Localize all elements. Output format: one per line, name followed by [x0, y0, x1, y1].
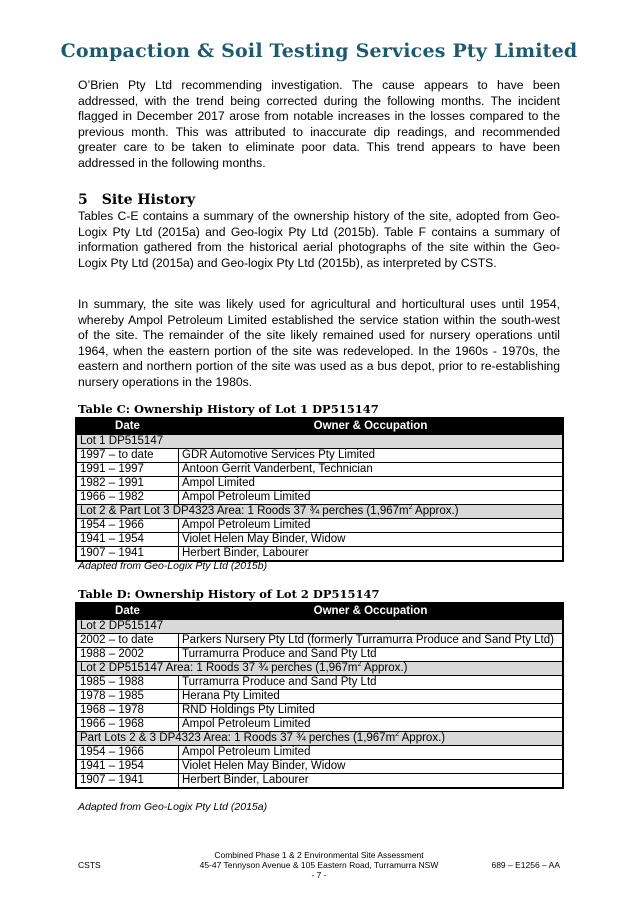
owner-cell: Turramurra Produce and Sand Pty Ltd — [179, 676, 564, 690]
owner-cell: Herbert Binder, Labourer — [179, 547, 564, 562]
table-row — [76, 634, 563, 648]
date-cell: 1954 – 1966 — [76, 746, 179, 760]
table-row — [76, 449, 563, 463]
table-row — [76, 648, 563, 662]
owner-cell: Ampol Petroleum Limited — [179, 746, 564, 760]
owner-cell: Ampol Petroleum Limited — [179, 491, 564, 505]
group-label-sup: 2 — [357, 661, 362, 669]
table-d-source: Adapted from Geo-Logix Pty Ltd (2015a) — [78, 801, 268, 813]
group-label-text-end: Approx.) — [412, 505, 459, 517]
table-d-caption: Table D: Ownership History of Lot 2 DP515147 — [78, 587, 380, 601]
table-row — [76, 463, 563, 477]
owner-cell: Herbert Binder, Labourer — [179, 774, 564, 789]
section-heading — [78, 192, 195, 208]
group-label — [76, 662, 563, 676]
owner-cell: Violet Helen May Binder, Widow — [179, 533, 564, 547]
footer-page-number: - 7 - — [311, 870, 327, 880]
table-group-row — [76, 620, 563, 634]
owner-cell: Turramurra Produce and Sand Pty Ltd — [179, 648, 564, 662]
site-history-paragraph-1: Tables C-E contains a summary of the ownership history of the site, adopted from Geo-Logix Pty Ltd (2015a) and Geo-logix Pty Ltd (2015b). Table F contains a summary of information gathered from the historical aerial photographs of the site within the Geo-Logix Pty Ltd (2015a) and Geo-logix Pty Ltd (2015b), as interpreted by CSTS. — [78, 209, 560, 270]
owner-cell: Parkers Nursery Pty Ltd (formerly Turramurra Produce and Sand Pty Ltd) — [179, 634, 564, 648]
site-history-paragraph-2: In summary, the site was likely used for agricultural and horticultural uses until 1954, whereby Ampol Petroleum Limited established the service station within the south-west of the site. The remainder of the site likely remained used for nursery operations until 1964, when the eastern portion of the site was redeveloped. In the 1960s - 1970s, the eastern and northern portion of the site was used as a bus depot, prior to re-establishing nursery operations in the 1980s. — [78, 297, 560, 389]
date-cell: 1978 – 1985 — [76, 690, 179, 704]
footer-site-address: 45-47 Tennyson Avenue & 105 Eastern Road, Turramurra NSW — [199, 860, 439, 870]
table-c-caption: Table C: Ownership History of Lot 1 DP515147 — [78, 402, 379, 416]
table-row — [76, 746, 563, 760]
owner-cell: RND Holdings Pty Limited — [179, 704, 564, 718]
date-cell: 1941 – 1954 — [76, 760, 179, 774]
owner-cell: Ampol Limited — [179, 477, 564, 491]
section-title: Site History — [101, 192, 196, 208]
group-label-text: Lot 2 DP515147 Area: 1 Roods 37 ¾ perches (1,967m — [80, 662, 358, 674]
owner-cell: GDR Automotive Services Pty Limited — [179, 449, 564, 463]
table-row — [76, 519, 563, 533]
date-cell: 1991 – 1997 — [76, 463, 179, 477]
group-label: Lot 1 DP515147 — [76, 435, 563, 449]
table-row — [76, 704, 563, 718]
table-group-row — [76, 505, 563, 519]
owner-cell: Ampol Petroleum Limited — [179, 718, 564, 732]
table-c — [75, 417, 564, 562]
table-row — [76, 676, 563, 690]
group-label — [76, 732, 563, 746]
intro-paragraph: O’Brien Pty Ltd recommending investigation. The cause appears to have been addressed, with the trend being corrected during the following months. The incident flagged in December 2017 arose from notable increases in the losses compared to the previous month. This was attributed to inaccurate dip readings, and recommended greater care to be taken to eliminate poor data. This trend appears to have been addressed in the following months. — [78, 78, 560, 170]
col-date-header: Date — [76, 418, 179, 435]
date-cell: 1966 – 1968 — [76, 718, 179, 732]
footer-report-title: Combined Phase 1 & 2 Environmental Site Assessment — [214, 850, 424, 860]
group-label-sup: 2 — [395, 731, 400, 739]
date-cell: 1982 – 1991 — [76, 477, 179, 491]
owner-cell: Herana Pty Limited — [179, 690, 564, 704]
table-row — [76, 491, 563, 505]
table-header-row — [76, 603, 563, 620]
table-row — [76, 690, 563, 704]
owner-cell: Violet Helen May Binder, Widow — [179, 760, 564, 774]
col-owner-header: Owner & Occupation — [179, 418, 564, 435]
section-number: 5 — [78, 192, 88, 208]
date-cell: 1997 – to date — [76, 449, 179, 463]
date-cell: 1954 – 1966 — [76, 519, 179, 533]
footer-report-number: 689 – E1256 – AA — [491, 860, 560, 870]
table-group-row — [76, 662, 563, 676]
date-cell: 1907 – 1941 — [76, 774, 179, 789]
table-group-row — [76, 435, 563, 449]
group-label — [76, 505, 563, 519]
company-header: Compaction & Soil Testing Services Pty Limited — [60, 40, 578, 62]
table-c-source: Adapted from Geo-Logix Pty Ltd (2015b) — [78, 560, 268, 572]
date-cell: 1985 – 1988 — [76, 676, 179, 690]
table-group-row — [76, 732, 563, 746]
group-label-text-end: Approx.) — [399, 732, 446, 744]
group-label: Lot 2 DP515147 — [76, 620, 563, 634]
table-row — [76, 760, 563, 774]
date-cell: 1941 – 1954 — [76, 533, 179, 547]
col-owner-header: Owner & Occupation — [179, 603, 564, 620]
owner-cell: Antoon Gerrit Vanderbent, Technician — [179, 463, 564, 477]
group-label-text: Part Lots 2 & 3 DP4323 Area: 1 Roods 37 ¾ perches (1,967m — [80, 732, 396, 744]
table-row — [76, 547, 563, 562]
date-cell: 1988 – 2002 — [76, 648, 179, 662]
group-label-sup: 2 — [408, 504, 413, 512]
table-row — [76, 533, 563, 547]
date-cell: 1966 – 1982 — [76, 491, 179, 505]
col-date-header: Date — [76, 603, 179, 620]
date-cell: 1907 – 1941 — [76, 547, 179, 562]
date-cell: 2002 – to date — [76, 634, 179, 648]
table-row — [76, 774, 563, 789]
table-d — [75, 602, 564, 789]
table-row — [76, 477, 563, 491]
date-cell: 1968 – 1978 — [76, 704, 179, 718]
table-row — [76, 718, 563, 732]
group-label-text: Lot 2 & Part Lot 3 DP4323 Area: 1 Roods 37 ¾ perches (1,967m — [80, 505, 409, 517]
footer-company: CSTS — [78, 860, 101, 870]
table-header-row — [76, 418, 563, 435]
owner-cell: Ampol Petroleum Limited — [179, 519, 564, 533]
group-label-text-end: Approx.) — [361, 662, 408, 674]
